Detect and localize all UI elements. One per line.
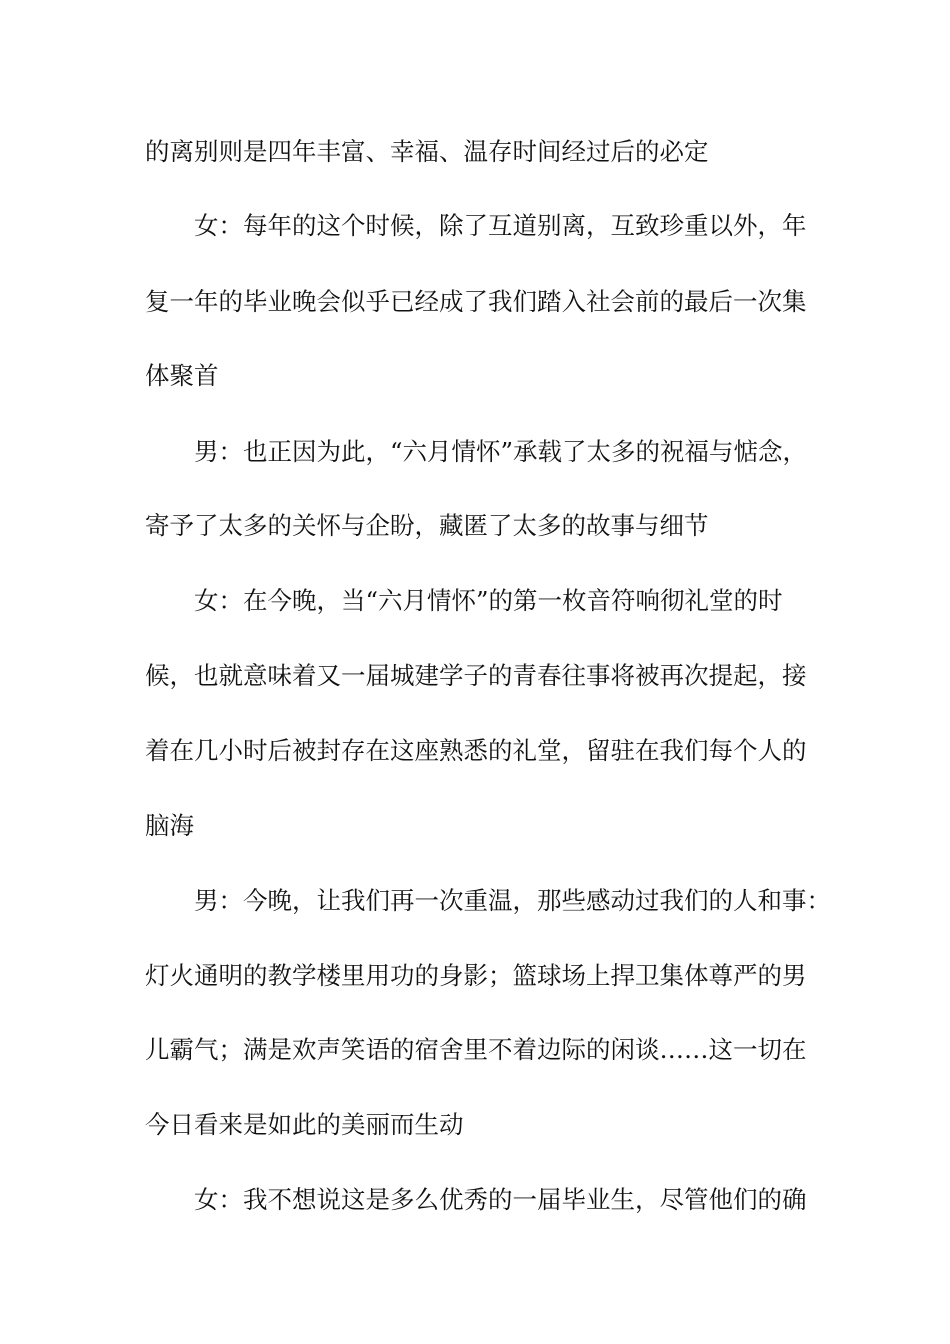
- text-line: 女：我不想说这是多么优秀的一届毕业生，尽管他们的确: [194, 1185, 807, 1214]
- text-line: 男：也正因为此，“六月情怀”承载了太多的祝福与惦念，: [194, 437, 808, 466]
- text-line: 体聚首: [145, 361, 219, 390]
- text-line: 儿霸气；满是欢声笑语的宿舍里不着边际的闲谈……这一切在: [145, 1035, 807, 1064]
- text-line: 女：每年的这个时候，除了互道别离，互致珍重以外，年: [194, 211, 807, 240]
- text-line: 候，也就意味着又一届城建学子的青春往事将被再次提起，接: [145, 661, 807, 690]
- text-line: 灯火通明的教学楼里用功的身影；篮球场上捍卫集体尊严的男: [145, 961, 807, 990]
- text-line: 今日看来是如此的美丽而生动: [145, 1110, 464, 1139]
- text-line: 男：今晚，让我们再一次重温，那些感动过我们的人和事：: [194, 886, 831, 915]
- text-line: 复一年的毕业晚会似乎已经成了我们踏入社会前的最后一次集: [145, 287, 807, 316]
- text-line: 的离别则是四年丰富、幸福、温存时间经过后的必定: [145, 137, 709, 166]
- text-line: 着在几小时后被封存在这座熟悉的礼堂，留驻在我们每个人的: [145, 736, 807, 765]
- text-line: 寄予了太多的关怀与企盼，藏匿了太多的故事与细节: [145, 511, 709, 540]
- text-line: 女：在今晚，当“六月情怀”的第一枚音符响彻礼堂的时: [194, 586, 783, 615]
- text-line: 脑海: [145, 811, 194, 840]
